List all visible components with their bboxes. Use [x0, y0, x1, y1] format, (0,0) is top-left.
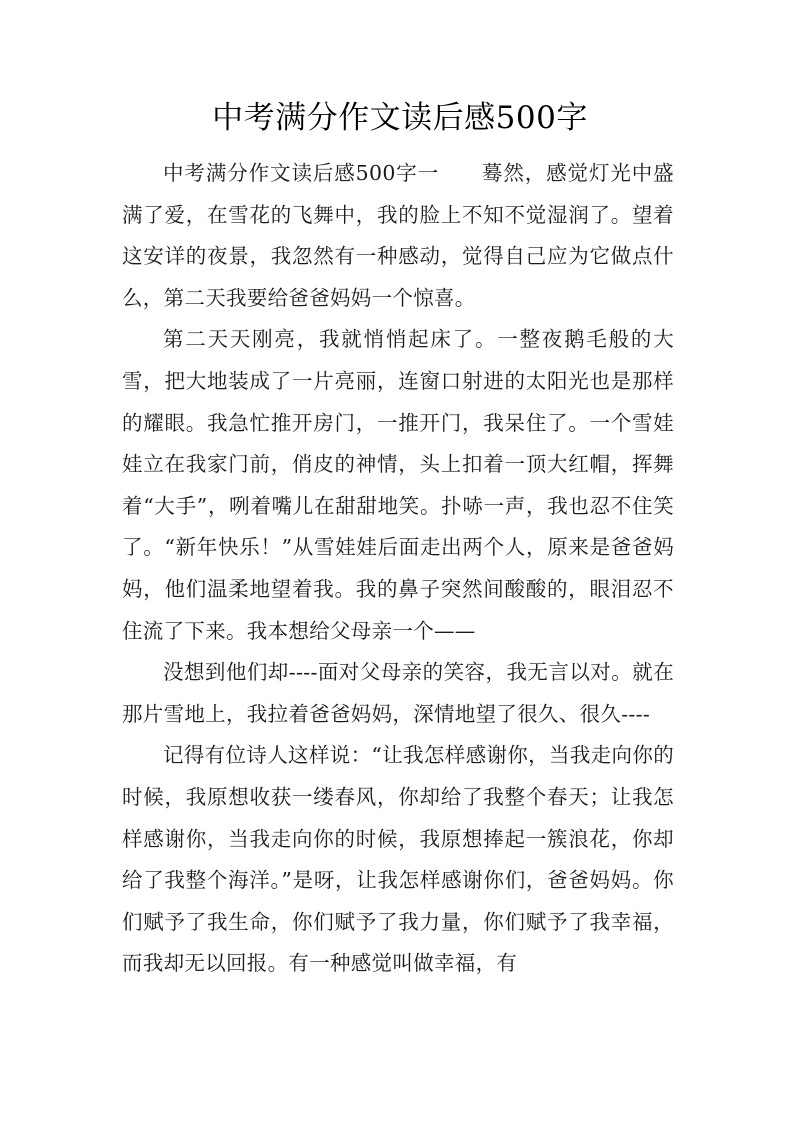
paragraph-3: 没想到他们却----面对父母亲的笑容，我无言以对。就在那片雪地上，我拉着爸爸妈妈，深情地望了很久、很久----	[122, 660, 674, 726]
paragraph-1: 中考满分作文读后感500字一 蓦然，感觉灯光中盛满了爱，在雪花的飞舞中，我的脸上不知不觉湿润了。望着这安详的夜景，我忽然有一种感动，觉得自己应为它做点什么，第二天我要给爸爸妈妈一个惊喜。	[122, 161, 674, 310]
paragraph-4: 记得有位诗人这样说：“让我怎样感谢你，当我走向你的时候，我原想收获一缕春风，你却给了我整个春天；让我怎样感谢你，当我走向你的时候，我原想捧起一簇浪花，你却给了我整个海洋。”是呀，让我怎样感谢你们，爸爸妈妈。你们赋予了我生命，你们赋予了我力量，你们赋予了我幸福，而我却无以回报。有一种感觉叫做幸福，有	[122, 743, 674, 976]
document-title: 中考满分作文读后感500字	[212, 100, 588, 136]
document-body	[122, 153, 674, 985]
paragraph-2: 第二天天刚亮，我就悄悄起床了。一整夜鹅毛般的大雪，把大地装成了一片亮丽，连窗口射进的太阳光也是那样的耀眼。我急忙推开房门，一推开门，我呆住了。一个雪娃娃立在我家门前，俏皮的神情，头上扣着一顶大红帽，挥舞着“大手”，咧着嘴儿在甜甜地笑。扑哧一声，我也忍不住笑了。“新年快乐！”从雪娃娃后面走出两个人，原来是爸爸妈妈，他们温柔地望着我。我的鼻子突然间酸酸的，眼泪忍不住流了下来。我本想给父母亲一个——	[122, 327, 674, 643]
